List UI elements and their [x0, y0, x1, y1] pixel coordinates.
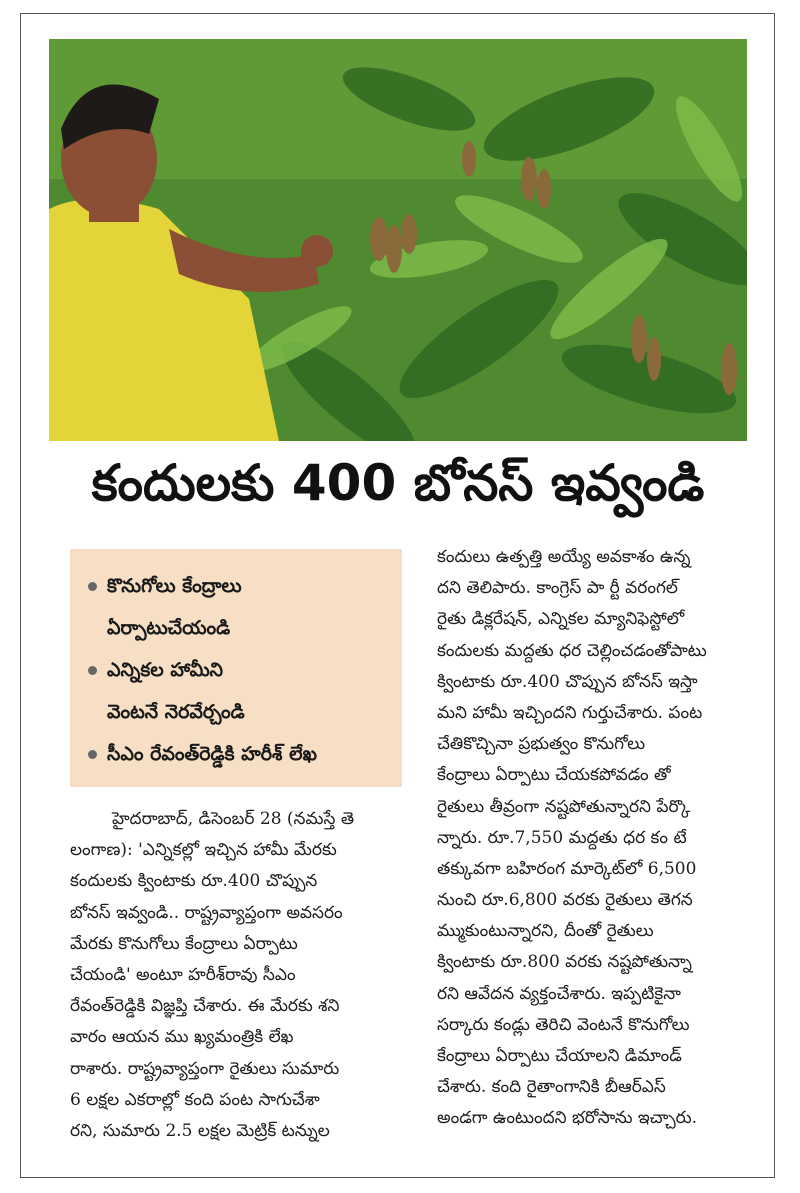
article-line: కేంద్రాలు ఏర్పాటు చేయకపోవడం తో [437, 765, 671, 786]
bullet-icon [88, 666, 97, 675]
article-line: లంగాణ): 'ఎన్నికల్లో ఇచ్చిన హామీ మేరకు [70, 840, 337, 861]
article-line: మ్ముకుంటున్నారని, దీంతో రైతులు [437, 921, 654, 942]
article-line: మేరకు కొనుగోలు కేంద్రాలు ఏర్పాటు [70, 933, 298, 954]
article-line: నుంచి రూ.6,800 వరకు రైతులు తెగన [437, 890, 693, 911]
news-photo [49, 39, 747, 441]
article-line: చేయండి' అంటూ హరీశ్‌రావు సీఎం [70, 964, 296, 985]
article-line: 6 లక్షల ఎకరాల్లో కంది పంట సాగుచేశా [70, 1089, 320, 1110]
highlight-item-continued [88, 607, 394, 649]
article-line: బోనస్ ఇవ్వండి.. రాష్ట్రవ్యాప్తంగా అవసరం [70, 902, 343, 923]
article-line: రైతు డిక్లరేషన్, ఎన్నికల మ్యానిఫెస్టోలో [437, 609, 685, 630]
highlight-text: సీఎం రేవంత్‌రెడ్డికి హరీశ్ లేఖ [107, 743, 317, 765]
article-line: న్నారు. రూ.7,550 మద్దతు ధర కం టే [437, 827, 687, 848]
highlight-text: కొనుగోలు కేంద్రాలు [107, 575, 242, 597]
article-line: కందులు ఉత్పత్తి అయ్యే అవకాశం ఉన్న [437, 547, 691, 567]
headline: కందులకు 400 బోనస్ ఇవ్వండి [91, 453, 705, 512]
article-line: రాశారు. రాష్ట్రవ్యాప్తంగా రైతులు సుమారు [70, 1058, 340, 1079]
highlight-text: ఏర్పాటుచేయండి [107, 617, 231, 639]
article-line: చేతికొచ్చినా ప్రభుత్వం కొనుగోలు [437, 734, 646, 755]
article-line: అండగా ఉంటుందని భరోసాను ఇచ్చారు. [437, 1108, 698, 1129]
article-column-right [437, 542, 769, 1135]
article-line: రైతులు తీవ్రంగా నష్టపోతున్నారని పేర్కొ [437, 796, 691, 817]
article-column-left [70, 804, 404, 1147]
article-line: క్వింటాకు రూ.800 వరకు నష్టపోతున్నా [437, 952, 692, 973]
article-line: రని ఆవేదన వ్యక్తంచేశారు. ఇప్పటికైనా [437, 983, 681, 1004]
article-line: క్వింటాకు రూ.400 చొప్పున బోనస్ ఇస్తా [437, 671, 698, 692]
article-line: రేవంత్‌రెడ్డికి విజ్ఞప్తి చేశారు. ఈ మేరకు శని [70, 996, 340, 1017]
article-line: రని, సుమారు 2.5 లక్షల మెట్రిక్ టన్నుల [70, 1120, 330, 1141]
bullet-icon [88, 750, 97, 759]
news-clipping [20, 13, 775, 1178]
highlight-text: ఎన్నికల హామీని [107, 659, 224, 681]
article-line: కందులకు మద్దతు ధర చెల్లించడంతోపాటు [437, 640, 707, 661]
highlight-item [88, 565, 394, 607]
highlight-text: వెంటనే నెరవేర్చండి [107, 701, 245, 723]
highlight-item [88, 733, 394, 775]
farmer-photo-illustration [49, 39, 747, 441]
bullet-icon [88, 582, 97, 591]
article-line: తక్కువగా బహిరంగ మార్కెట్‌లో 6,500 [437, 858, 697, 879]
highlight-item-continued [88, 691, 394, 733]
article-line: కందులకు క్వింటాకు రూ.400 చొప్పున [70, 871, 318, 892]
article-line: చేశారు. కంది రైతాంగానికి బీఆర్‌ఎస్ [437, 1077, 666, 1098]
highlights-box [70, 549, 402, 787]
article-line: కేంద్రాలు ఏర్పాటు చేయాలని డిమాండ్ [437, 1046, 682, 1066]
article-line: వారం ఆయన ము ఖ్యమంత్రికి లేఖ [70, 1027, 294, 1048]
article-line: హైదరాబాద్, డిసెంబర్ 28 (నమస్తే తె [112, 809, 355, 829]
article-line: దని తెలిపారు. కాంగ్రెస్ పా ర్టీ వరంగల్ [437, 578, 678, 599]
article-line: సర్కారు కండ్లు తెరిచి వెంటనే కొనుగోలు [437, 1014, 690, 1035]
article-line: మని హామీ ఇచ్చిందని గుర్తుచేశారు. పంట [437, 702, 703, 723]
highlight-item [88, 649, 394, 691]
